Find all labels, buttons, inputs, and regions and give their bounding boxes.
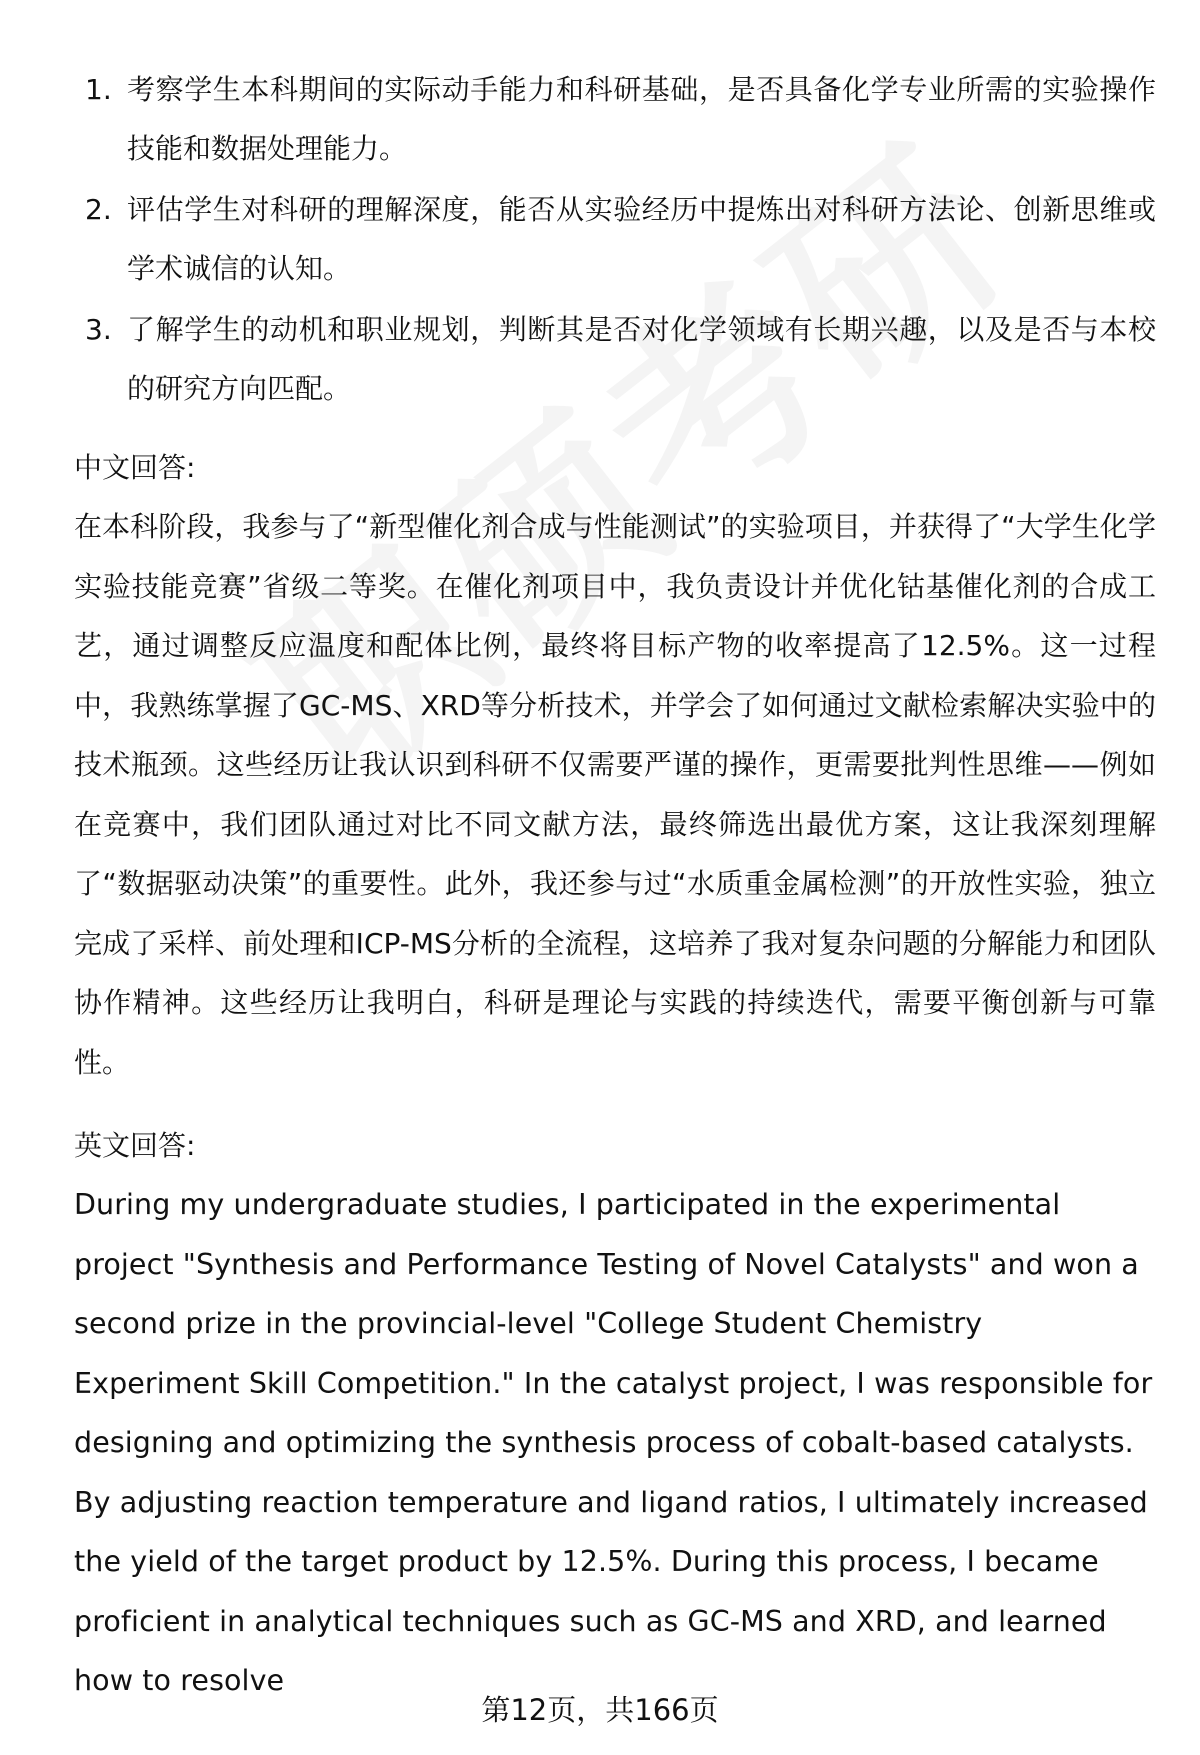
list-item-text: 了解学生的动机和职业规划，判断其是否对化学领域有长期兴趣，以及是否与本校的研究方向匹配。	[127, 313, 1156, 405]
list-item-number: 1.	[85, 73, 112, 106]
list-item	[74, 60, 1156, 178]
list-item-text: 评估学生对科研的理解深度，能否从实验经历中提炼出对科研方法论、创新思维或学术诚信的认知。	[127, 193, 1156, 285]
list-item-number: 3.	[85, 313, 112, 346]
english-answer-text: During my undergraduate studies, I participated in the experimental project "Synthesis and Performance Testing of Novel Catalysts" and won a second prize in the provincial-level "College Student Chemistry Experiment Skill Competition." In the catalyst project, I was responsible for designing and optimizing the synthesis process of cobalt-based catalysts. By adjusting reaction temperature and ligand ratios, I ultimately increased the yield of the target product by 12.5%. During this process, I became proficient in analytical techniques such as GC-MS and XRD, and learned how to resolve	[74, 1188, 1153, 1697]
list-item	[74, 300, 1156, 418]
list-item	[74, 180, 1156, 298]
criteria-list	[74, 60, 1156, 418]
chinese-answer-label: 中文回答:	[74, 451, 196, 484]
page-number: 第12页，共166页	[481, 1693, 719, 1727]
english-answer-label: 英文回答:	[74, 1129, 196, 1162]
chinese-answer-text: 在本科阶段，我参与了“新型催化剂合成与性能测试”的实验项目，并获得了“大学生化学实验技能竞赛”省级二等奖。在催化剂项目中，我负责设计并优化钴基催化剂的合成工艺，通过调整反应温度和配体比例，最终将目标产物的收率提高了12.5%。这一过程中，我熟练掌握了GC-MS、XRD等分析技术，并学会了如何通过文献检索解决实验中的技术瓶颈。这些经历让我认识到科研不仅需要严谨的操作，更需要批判性思维——例如在竞赛中，我们团队通过对比不同文献方法，最终筛选出最优方案，这让我深刻理解了“数据驱动决策”的重要性。此外，我还参与过“水质重金属检测”的开放性实验，独立完成了采样、前处理和ICP-MS分析的全流程，这培养了我对复杂问题的分解能力和团队协作精神。这些经历让我明白，科研是理论与实践的持续迭代，需要平衡创新与可靠性。	[74, 510, 1156, 1079]
document-page	[74, 60, 1156, 1711]
list-item-number: 2.	[85, 193, 112, 226]
list-item-text: 考察学生本科期间的实际动手能力和科研基础，是否具备化学专业所需的实验操作技能和数据处理能力。	[127, 73, 1156, 165]
